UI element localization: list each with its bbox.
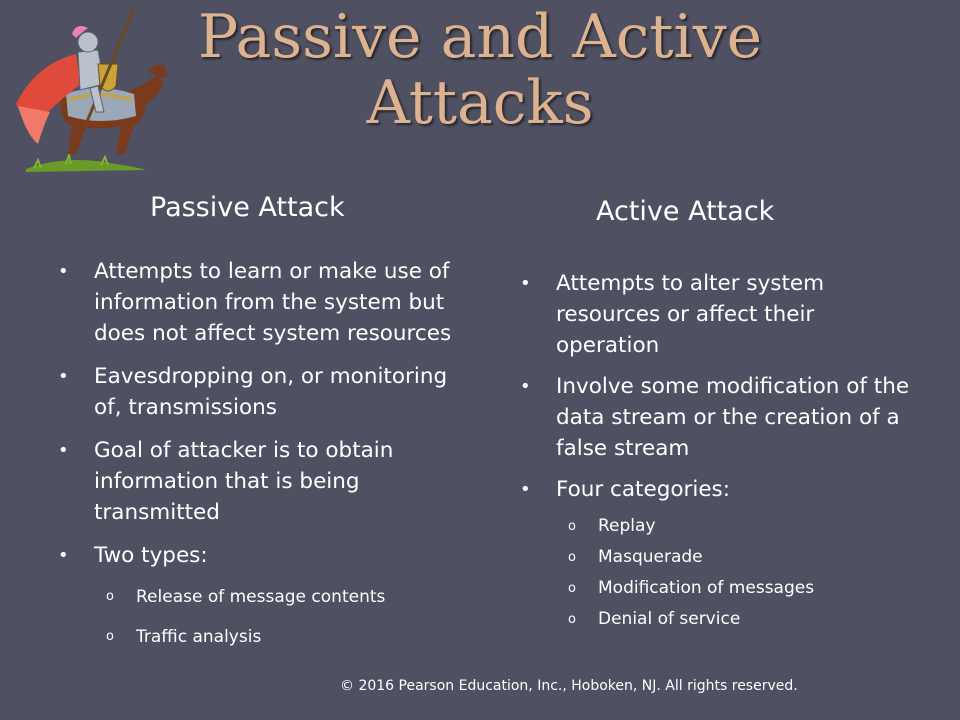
sub-list-item: o Modification of messages (556, 573, 920, 604)
list-item: • Eavesdropping on, or monitoring of, transmissions (58, 361, 458, 423)
title-line-1: Passive and Active (197, 2, 763, 72)
sub-list-item: o Release of message contents (94, 577, 458, 617)
bullet-icon: • (58, 366, 69, 387)
sub-bullet-icon: o (106, 629, 114, 644)
list-item: • Attempts to alter system resources or affect their operation (520, 268, 920, 361)
sub-list-item: o Traffic analysis (94, 617, 458, 657)
sub-bullet-icon: o (106, 589, 114, 604)
active-attack-heading: Active Attack (596, 196, 775, 227)
slide-title (150, 4, 810, 136)
list-item: • Two types: o Release of message contents o Traffic analysis (58, 540, 458, 657)
passive-types-sublist (94, 577, 458, 657)
title-line-2: Attacks (366, 68, 594, 138)
sub-bullet-icon: o (568, 581, 576, 596)
sub-bullet-icon: o (568, 612, 576, 627)
list-item: • Four categories: o Replay o Masquerade o Modification of messages o Denial of service (520, 474, 920, 635)
list-item: • Goal of attacker is to obtain information that is being transmitted (58, 435, 458, 528)
sub-list-item: o Replay (556, 511, 920, 542)
bullet-icon: • (520, 376, 531, 397)
list-item: • Involve some modification of the data stream or the creation of a false stream (520, 371, 920, 464)
active-attack-list (520, 268, 920, 645)
active-categories-sublist (556, 511, 920, 635)
list-item: • Attempts to learn or make use of information from the system but does not affect system resources (58, 256, 458, 349)
bullet-icon: • (58, 261, 69, 282)
passive-attack-heading: Passive Attack (150, 192, 345, 223)
bullet-icon: • (58, 545, 69, 566)
bullet-icon: • (520, 273, 531, 294)
passive-attack-list (58, 256, 458, 669)
bullet-icon: • (58, 440, 69, 461)
sub-list-item: o Denial of service (556, 604, 920, 635)
sub-list-item: o Masquerade (556, 542, 920, 573)
sub-bullet-icon: o (568, 519, 576, 534)
bullet-icon: • (520, 479, 531, 500)
sub-bullet-icon: o (568, 550, 576, 565)
copyright-footer: © 2016 Pearson Education, Inc., Hoboken, NJ. All rights reserved. (340, 678, 798, 694)
